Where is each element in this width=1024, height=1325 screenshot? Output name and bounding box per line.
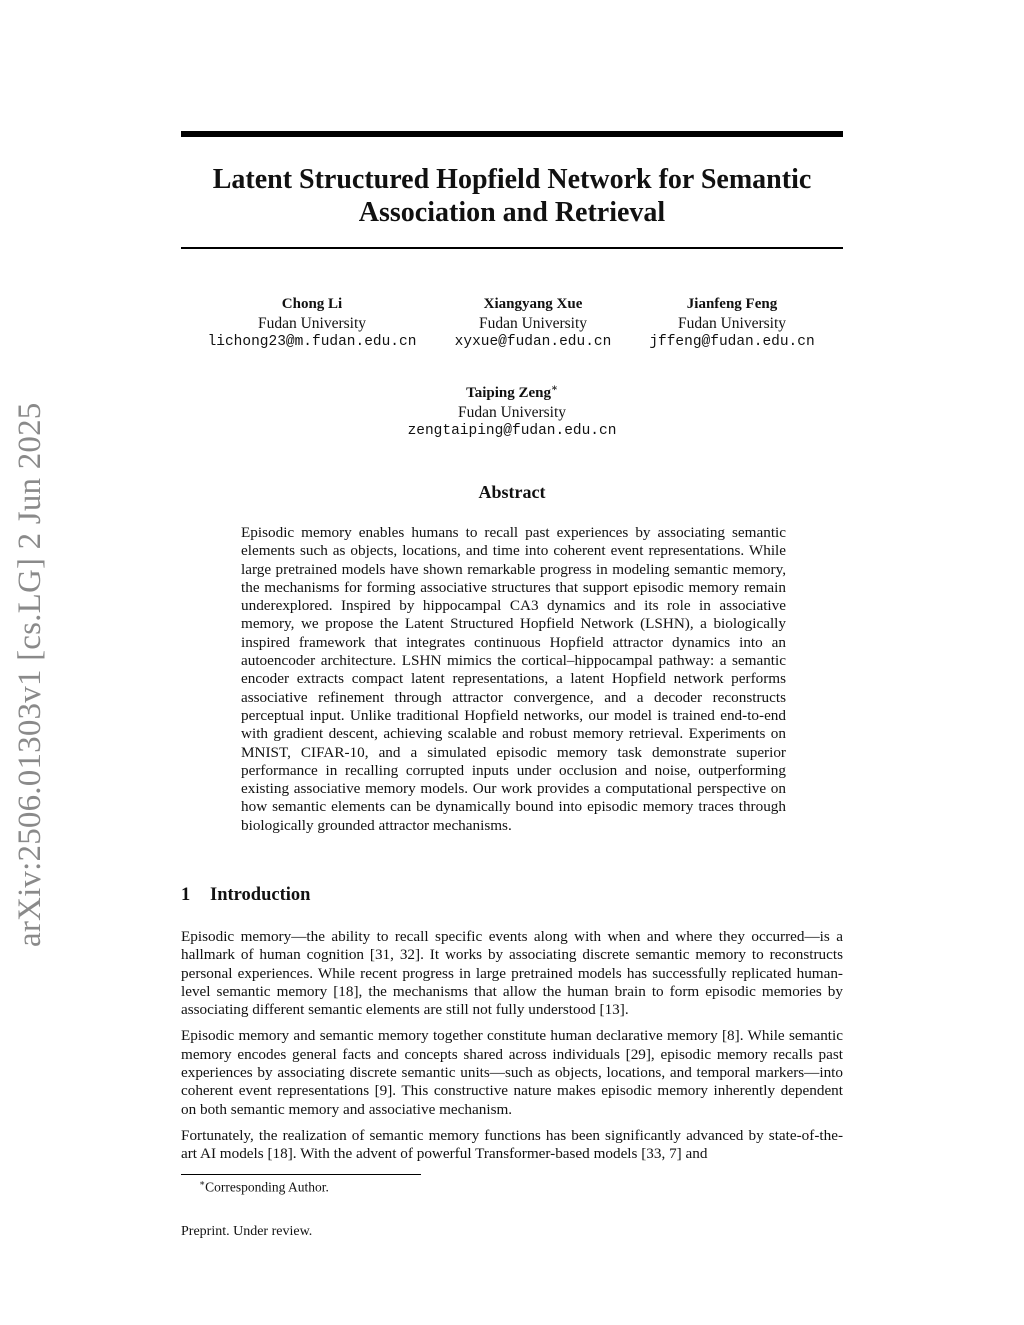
footnote-text: Corresponding Author. — [205, 1179, 329, 1195]
section-title: Introduction — [210, 885, 311, 905]
author-affiliation: Fudan University — [478, 315, 588, 332]
footnote-rule — [181, 1174, 421, 1175]
paper-title: Latent Structured Hopfield Network for Semantic Association and Retrieval — [212, 164, 812, 228]
author-affiliation: Fudan University — [457, 404, 567, 421]
title-bottom-rule — [181, 247, 843, 249]
page-footer: Preprint. Under review. — [181, 1224, 313, 1239]
author-block — [392, 379, 632, 441]
arxiv-identifier: arXiv:2506.01303v1 [cs.LG] 2 Jun 2025 — [12, 402, 48, 947]
author-email[interactable]: zengtaiping@fudan.edu.cn — [407, 423, 617, 439]
author-block — [192, 295, 432, 352]
author-affiliation: Fudan University — [677, 315, 787, 332]
section-heading — [181, 885, 310, 906]
footnote — [199, 1178, 329, 1196]
author-name: Chong Li — [281, 296, 343, 312]
abstract-heading: Abstract — [478, 482, 546, 502]
title-top-rule — [181, 131, 843, 137]
paragraph: Fortunately, the realization of semantic memory functions has been significantly advanced by state-of-the-art AI models [18]. With the advent of powerful Transformer-based models [33, 7] and — [181, 1126, 843, 1163]
abstract-text: Episodic memory enables humans to recall past experiences by associating semantic elements such as objects, locations, and time into coherent event representations. While large pretrained models have shown remarkable progress in modeling semantic memory, the mechanisms for forming associative structures that support episodic memory remain underexplored. Inspired by hippocampal CA3 dynamics and its role in associative memory, we propose the Latent Structured Hopfield Network (LSHN), a biologically inspired framework that integrates continuous Hopfield attractor dynamics into an autoencoder architecture. LSHN mimics the cortical–hippocampal pathway: a semantic encoder extracts compact latent representations, a latent Hopfield network performs associative refinement through attractor convergence, and a decoder reconstructs perceptual input. Unlike traditional Hopfield networks, our model is trained end-to-end with gradient descent, achieving scalable and robust memory retrieval. Experiments on MNIST, CIFAR-10, and a simulated episodic memory task demonstrate superior performance in recalling corrupted inputs under occlusion and noise, outperforming existing associative memory models. Our work provides a computational perspective on how semantic elements can be dynamically bound into episodic memory traces through biologically grounded attractor mechanisms. — [241, 524, 786, 834]
footnote-marker: ∗ — [199, 1178, 206, 1188]
author-block — [612, 295, 852, 352]
author-affiliation: Fudan University — [257, 315, 367, 332]
author-name: Taiping Zeng — [466, 385, 551, 401]
paragraph: Episodic memory and semantic memory together constitute human declarative memory [8]. While semantic memory encodes general facts and concepts shared across individuals [29], episodic memory recalls past experiences by associating discrete semantic units—such as objects, locations, and temporal markers—into coherent event representations [9]. This constructive nature makes episodic memory inherently dependent on both semantic memory and associative mechanism. — [181, 1027, 843, 1118]
paragraph: Episodic memory—the ability to recall specific events along with when and where they occurred—is a hallmark of human cognition [31, 32]. It works by associating discrete semantic memory to reconstructs personal experiences. While recent progress in large pretrained models has successfully replicated human-level semantic memory [18], the mechanisms that allow the human brain to form episodic memories by associating different semantic elements are still not fully understood [13]. — [181, 928, 843, 1019]
author-name-line — [392, 379, 632, 403]
author-email[interactable]: jffeng@fudan.edu.cn — [649, 334, 815, 350]
author-email[interactable]: lichong23@m.fudan.edu.cn — [207, 334, 417, 350]
author-email[interactable]: xyxue@fudan.edu.cn — [454, 334, 612, 350]
corresponding-marker: ∗ — [550, 383, 558, 394]
introduction-body — [181, 928, 843, 1172]
section-number: 1 — [181, 885, 191, 905]
author-name: Xiangyang Xue — [483, 296, 583, 312]
author-name: Jianfeng Feng — [686, 296, 778, 312]
